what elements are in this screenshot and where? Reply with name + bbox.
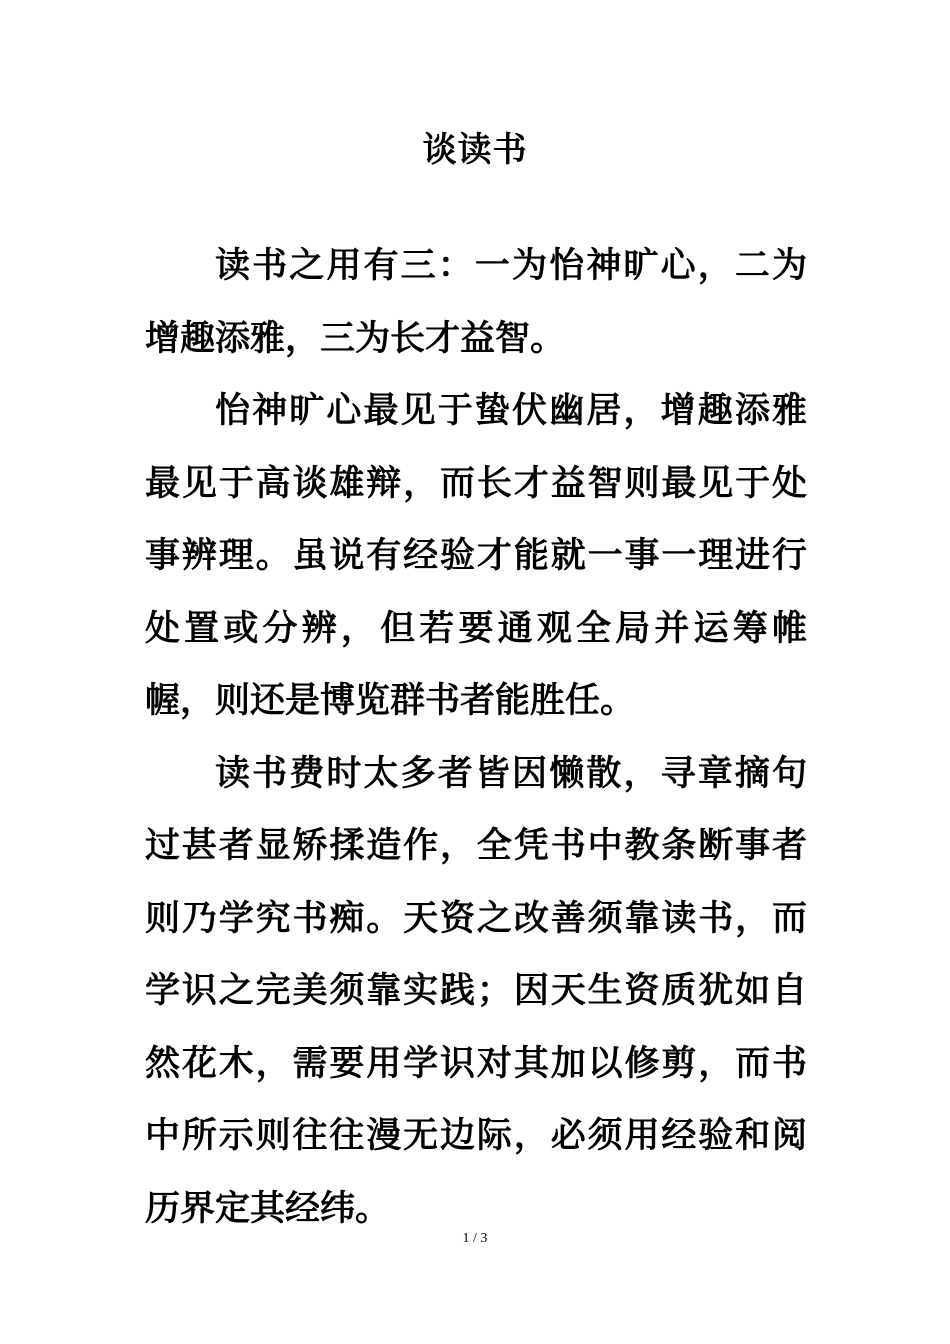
paragraph-1: 读书之用有三：一为怡神旷心，二为增趣添雅，三为长才益智。 — [145, 245, 807, 359]
paragraph-2: 怡神旷心最见于蛰伏幽居，增趣添雅最见于高谈雄辩，而长才益智则最见于处事辨理。虽说有经验才能就一事一理进行处置或分辨，但若要通观全局并运筹帷幄，则还是博览群书者能胜任。 — [145, 390, 807, 721]
page-number: 1 / 3 — [462, 1231, 488, 1246]
document-title: 谈读书 — [422, 130, 528, 170]
document-body — [145, 230, 807, 1245]
paragraph-3: 读书费时太多者皆因懒散，寻章摘句过甚者显矫揉造作，全凭书中教条断事者则乃学究书痴。天资之改善须靠读书，而学识之完美须靠实践；因天生资质犹如自然花木，需要用学识对其加以修剪，而书中所示则往往漫无边际，必须用经验和阅历界定其经纬。 — [145, 752, 807, 1229]
